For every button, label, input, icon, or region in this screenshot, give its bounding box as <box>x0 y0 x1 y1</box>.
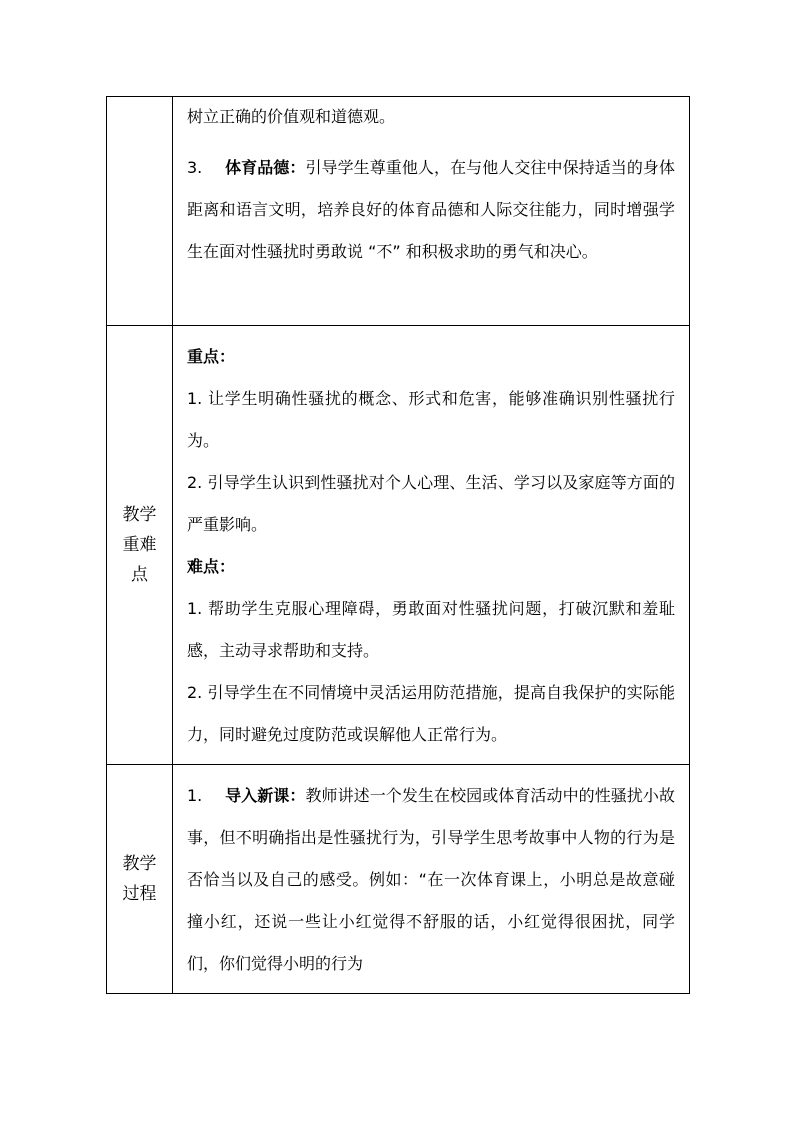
item-number: 3. <box>187 158 203 177</box>
row-label-empty <box>107 97 173 326</box>
row-content-key-difficult <box>173 326 690 765</box>
row-label-teaching-process <box>107 765 173 994</box>
key-point-1: 1. 让学生明确性骚扰的概念、形式和危害，能够准确识别性骚扰行为。 <box>187 389 675 450</box>
key-point-2: 2. 引导学生认识到性骚扰对个人心理、生活、学习以及家庭等方面的严重影响。 <box>187 473 675 534</box>
row-label-text: 教学过程 <box>122 854 157 904</box>
row-label-text: 教学重难点 <box>122 505 157 585</box>
difficult-point-2: 2. 引导学生在不同情境中灵活运用防范措施，提高自我保护的实际能力，同时避免过度防范或误解他人正常行为。 <box>187 683 675 744</box>
paragraph-sport-ethics <box>187 147 675 273</box>
row-label-key-difficult <box>107 326 173 765</box>
item-text: 引导学生尊重他人，在与他人交往中保持适当的身体距离和语言文明，培养良好的体育品德和人际交往能力，同时增强学生在面对性骚扰时勇敢说 “不” 和积极求助的勇气和决心。 <box>187 158 675 261</box>
difficult-point-1: 1. 帮助学生克服心理障碍，勇敢面对性骚扰问题，打破沉默和羞耻感，主动寻求帮助和支持。 <box>187 599 675 660</box>
step-heading: 导入新课： <box>225 786 306 805</box>
step-number: 1. <box>187 786 203 805</box>
table-row-key-difficult <box>107 326 690 765</box>
difficult-points-heading: 难点： <box>187 557 236 576</box>
row-content-moral-goal <box>173 97 690 326</box>
lesson-plan-table <box>106 96 690 994</box>
key-points-heading: 重点： <box>187 347 236 366</box>
row-content-teaching-process <box>173 765 690 994</box>
paragraph-values: 树立正确的价值观和道德观。 <box>187 107 396 126</box>
process-step-1 <box>187 775 675 985</box>
table-row-teaching-process <box>107 765 690 994</box>
step-text: 教师讲述一个发生在校园或体育活动中的性骚扰小故事，但不明确指出是性骚扰行为，引导学生思考故事中人物的行为是否恰当以及自己的感受。例如：“在一次体育课上，小明总是故意碰撞小红，还说一些让小红觉得不舒服的话，小红觉得很困扰，同学们，你们觉得小明的行为 <box>187 786 675 973</box>
item-heading: 体育品德： <box>225 158 306 177</box>
table-row-moral-goal <box>107 97 690 326</box>
